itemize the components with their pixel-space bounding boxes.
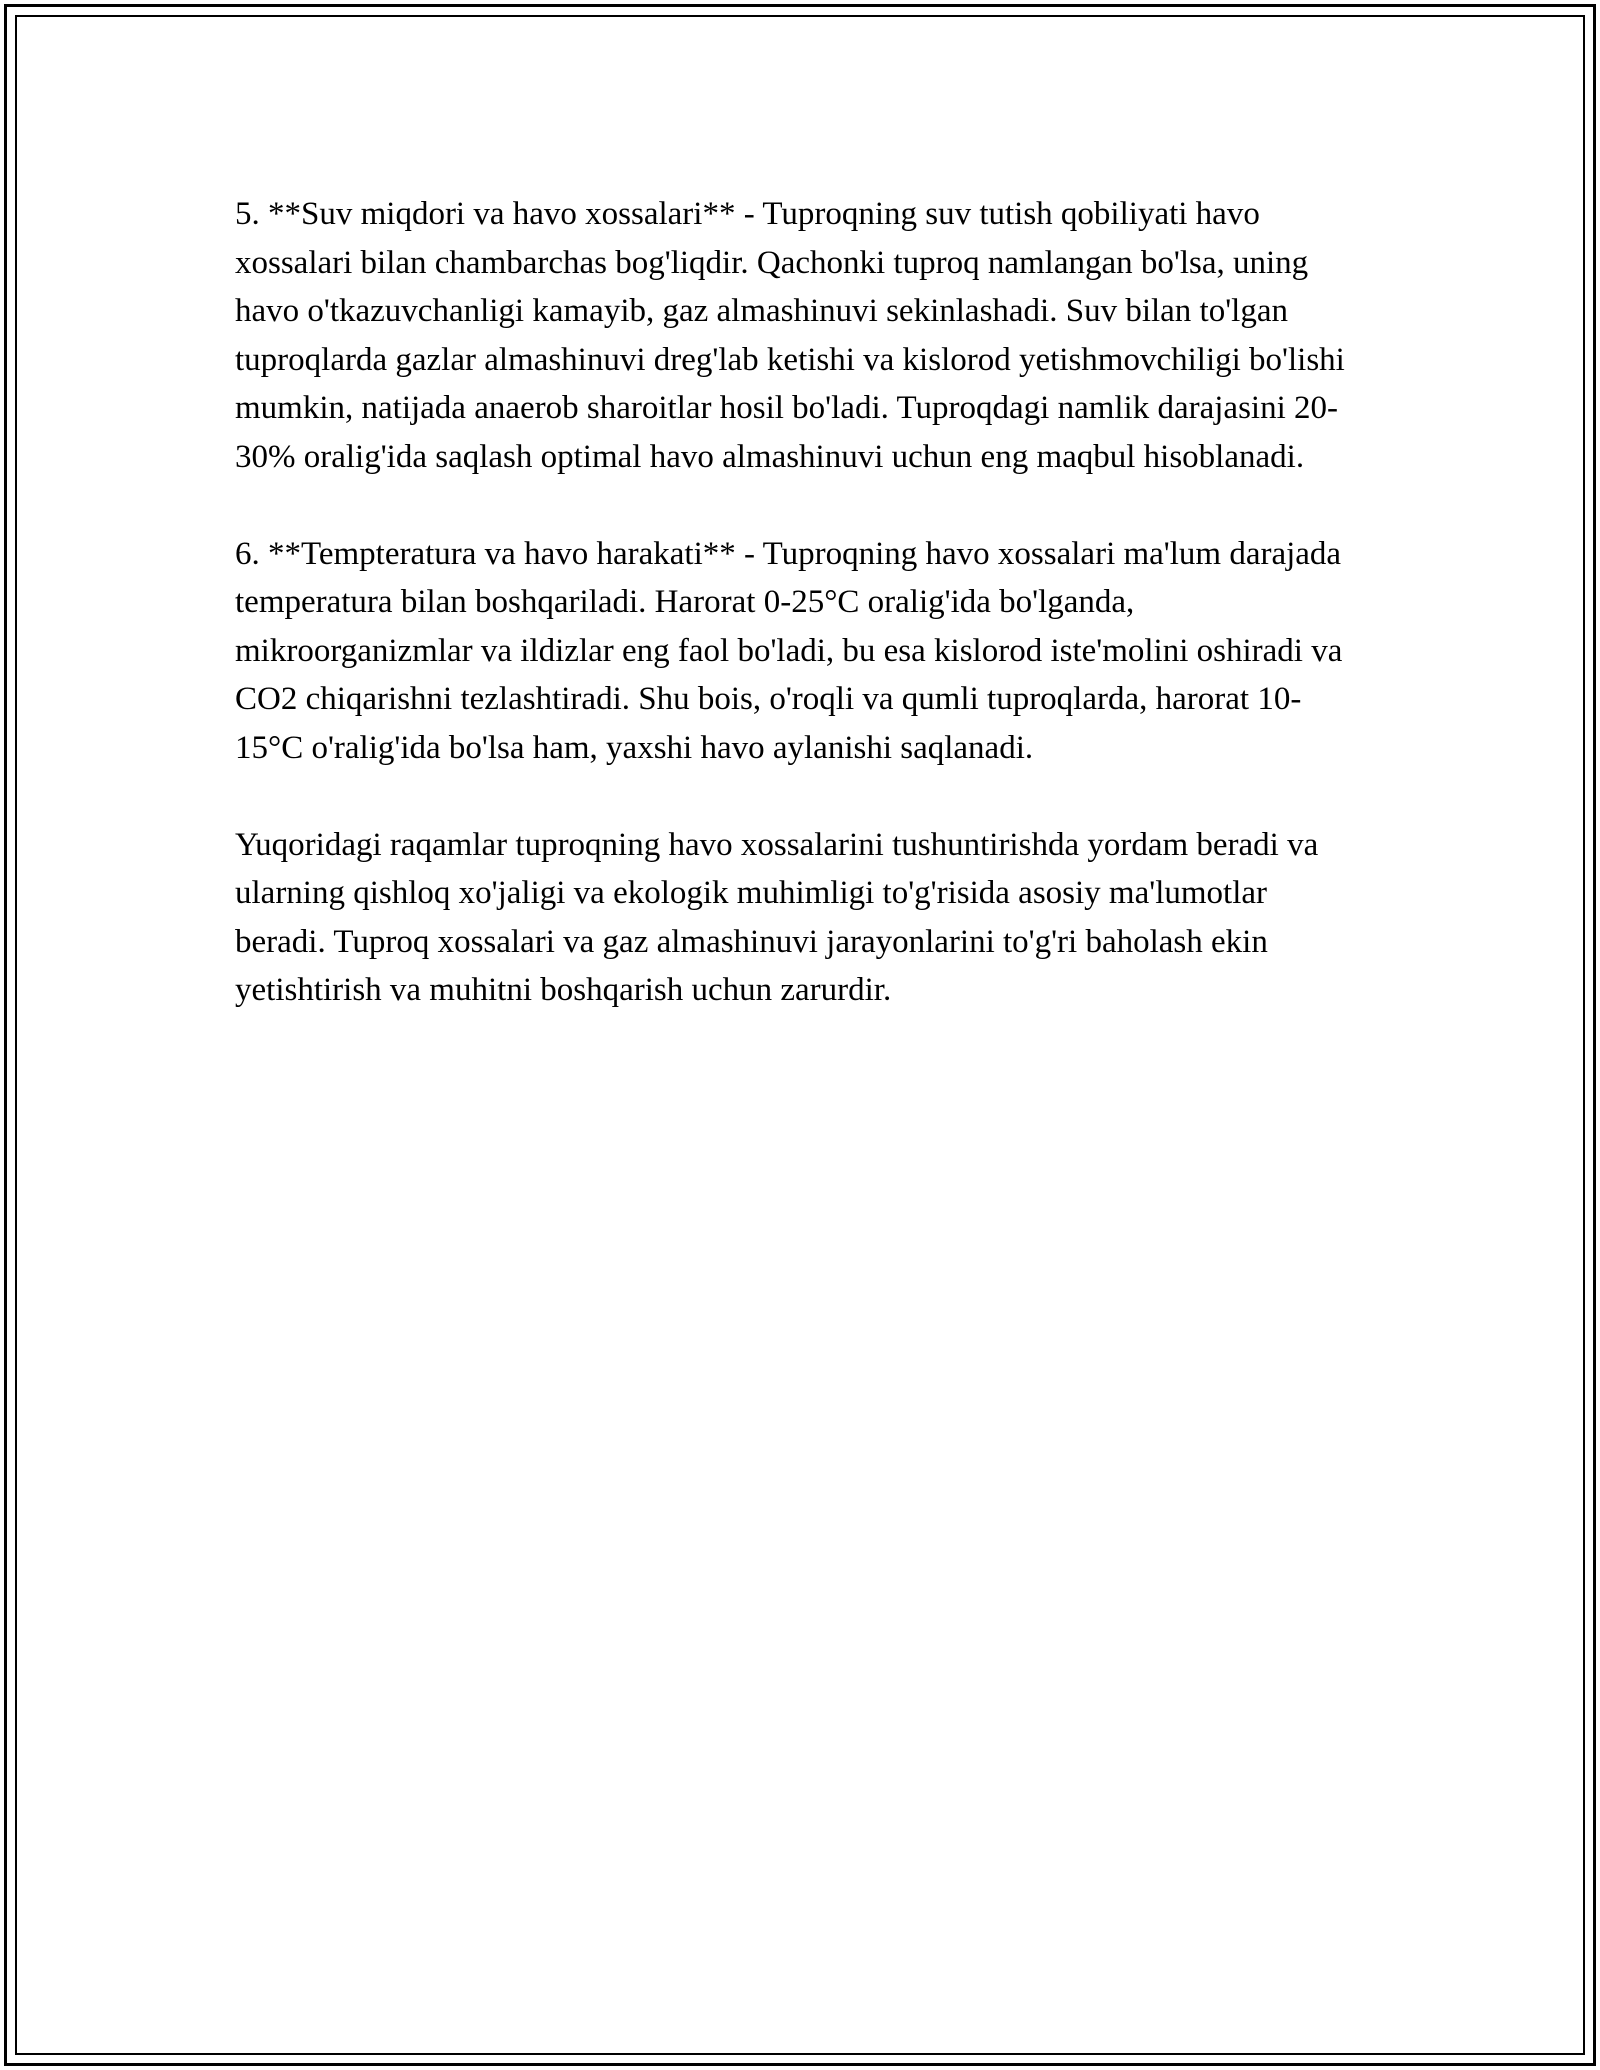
paragraph-temperature-and-air: 6. **Tempteratura va havo harakati** - Tuproqning havo xossalari ma'lum darajada temperatura bilan boshqariladi. Harorat 0-25°C oralig'ida bo'lganda, mikroorganizmlar va ildizlar eng faol bo'ladi, bu esa kislorod iste'molini oshiradi va CO2 chiqarishni tezlashtiradi. Shu bois, o'roqli va qumli tuproqlarda, harorat 10-15°C o'ralig'ida bo'lsa ham, yaxshi havo aylanishi saqlanadi.: [235, 535, 1343, 766]
paragraph-water-and-air: 5. **Suv miqdori va havo xossalari** - Tuproqning suv tutish qobiliyati havo xossalari bilan chambarchas bog'liqdir. Qachonki tuproq namlangan bo'lsa, uning havo o'tkazuvchanligi kamayib, gaz almashinuvi sekinlashadi. Suv bilan to'lgan tuproqlarda gazlar almashinuvi dreg'lab ketishi va kislorod yetishmovchiligi bo'lishi mumkin, natijada anaerob sharoitlar hosil bo'ladi. Tuproqdagi namlik darajasini 20-30% oralig'ida saqlash optimal havo almashinuvi uchun eng maqbul hisoblanadi.: [235, 196, 1345, 475]
document-body: [235, 190, 1365, 1063]
paragraph-conclusion: Yuqoridagi raqamlar tuproqning havo xossalarini tushuntirishda yordam beradi va ularning qishloq xo'jaligi va ekologik muhimligi to'g'risida asosiy ma'lumotlar beradi. Tuproq xossalari va gaz almashinuvi jarayonlarini to'g'ri baholash ekin yetishtirish va muhitni boshqarish uchun zarurdir.: [235, 826, 1319, 1008]
